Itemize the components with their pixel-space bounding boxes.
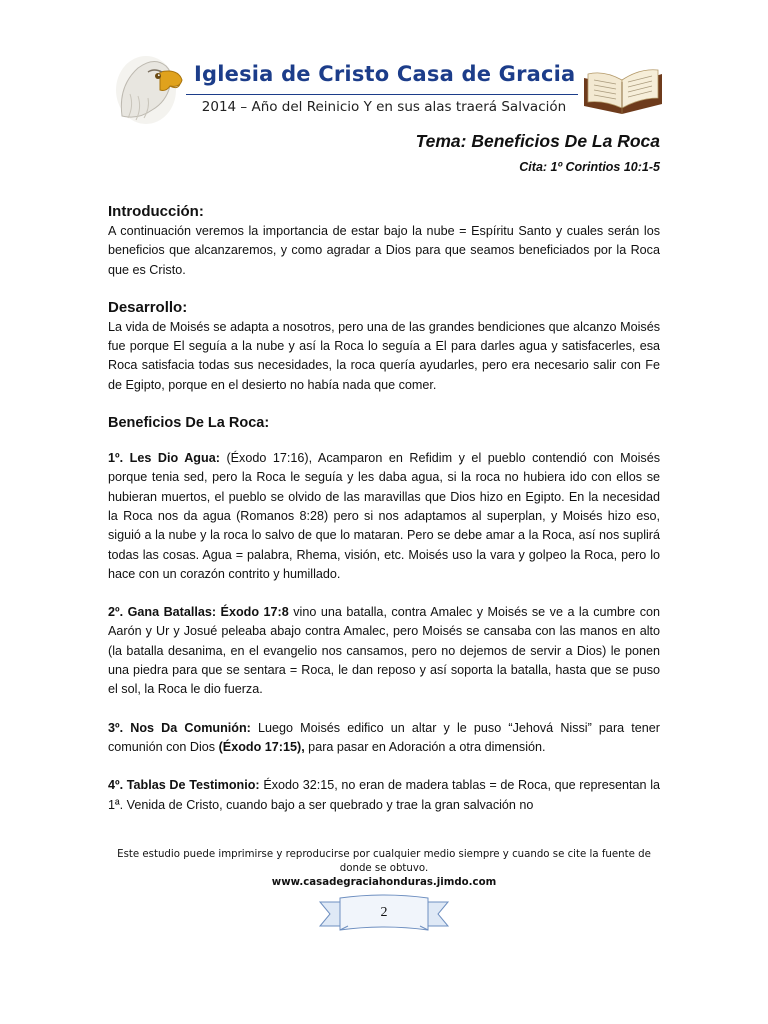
benefit-label: 3º. Nos Da Comunión: — [108, 720, 251, 735]
benefit-text: (Éxodo 17:16), Acamparon en Refidim y el pueblo contendió con Moisés porque tenia sed, pero la Roca le seguía y les daba agua, si la roca no hubiera ido con ellos se hubieran muertos, el pueblo se olvido de las maravillas que Dios hizo en Egipto. En la necesidad la Roca nos da agua (Romanos 8:28) pero si nos adaptamos al superplan, y Moisés hizo eso, siguió a la nube y la roca lo salvo de que lo mataran. Pero se debe amar a la Roca, así nos suplirá todas las cosas. Agua = palabra, Rhema, visión, etc. Moisés uso la vara y golpeo la Roca, pero lo hace con un corazón contrito y humillado. — [108, 451, 660, 581]
benefit-text: para pasar en Adoración a otra dimensión. — [304, 739, 546, 754]
footer — [108, 848, 660, 890]
desarrollo-paragraph: La vida de Moisés se adapta a nosotros, pero una de las grandes bendiciones que alcanzo Moisés fue porque El seguía a la nube y así la Roca lo seguía a El para darles agua y satisfacerles, esa Roca satisfacia todas sus necesidades, la roca quería ayudarles, pero era necesario salir con Fe de Egipto, porque en el desierto no había nada que comer. — [108, 319, 660, 392]
eagle-logo-icon — [108, 46, 186, 128]
benefit-text: Éxodo 32:15, no eran de madera tablas = de Roca, que representan la 1ª. Venida de Cristo, cuando bajo a ser quebrado y trae la gran salvación no — [108, 778, 661, 812]
benefit-label: 2º. Gana Batallas: Éxodo 17:8 — [108, 605, 289, 620]
benefit-label: 1º. Les Dio Agua: — [108, 451, 220, 466]
header-divider — [186, 94, 578, 95]
study-body — [108, 202, 660, 815]
benefit-text: Luego Moisés edifico un altar y le puso “Jehová Nissi” para tener comunión con Dios — [108, 720, 660, 754]
footer-url: www.casadegraciahonduras.jimdo.com — [271, 877, 497, 888]
open-bible-icon — [580, 60, 666, 116]
benefit-item — [108, 449, 660, 584]
benefit-item — [108, 603, 660, 699]
footer-notice: Este estudio puede imprimirse y reproducirse por cualquier medio siempre y cuando se cite la fuente de donde se obtuvo. — [117, 849, 651, 874]
benefit-item — [108, 719, 660, 758]
beneficios-heading: Beneficios De La Roca: — [108, 415, 270, 432]
benefit-item — [108, 776, 660, 815]
page-number: 2 — [380, 905, 388, 920]
letterhead — [108, 46, 668, 136]
church-motto: 2014 – Año del Reinicio Y en sus alas traerá Salvación — [201, 99, 567, 115]
benefit-reference: (Éxodo 17:15), — [218, 739, 305, 754]
benefit-text: vino una batalla, contra Amalec y Moisés se ve a la cumbre con Aarón y Ur y Josué peleaba abajo contra Amalec, pero Moisés se cansaba con las manos en alto (la batalla desanima, en el evangelio nos cansamos, pero no dejemos de servir a Dios) le ponen una piedra para que se sentara = Roca, le dan reposo y así soporta la batalla, hasta que se puso el sol, la Roca le dio fuerza. — [108, 605, 661, 697]
topic-citation: Cita: 1º Corintios 10:1-5 — [519, 160, 660, 174]
desarrollo-heading: Desarrollo: — [108, 298, 188, 316]
church-name: Iglesia de Cristo Casa de Gracia — [194, 62, 576, 86]
topic-title: Tema: Beneficios De La Roca — [415, 131, 660, 151]
intro-paragraph: A continuación veremos la importancia de estar bajo la nube = Espíritu Santo y cuales serán los beneficios que alcanzaremos, y como agradar a Dios para que seamos beneficiados por la Roca que es Cristo. — [108, 224, 660, 277]
intro-heading: Introducción: — [108, 203, 204, 220]
benefit-label: 4º. Tablas De Testimonio: — [108, 778, 260, 793]
